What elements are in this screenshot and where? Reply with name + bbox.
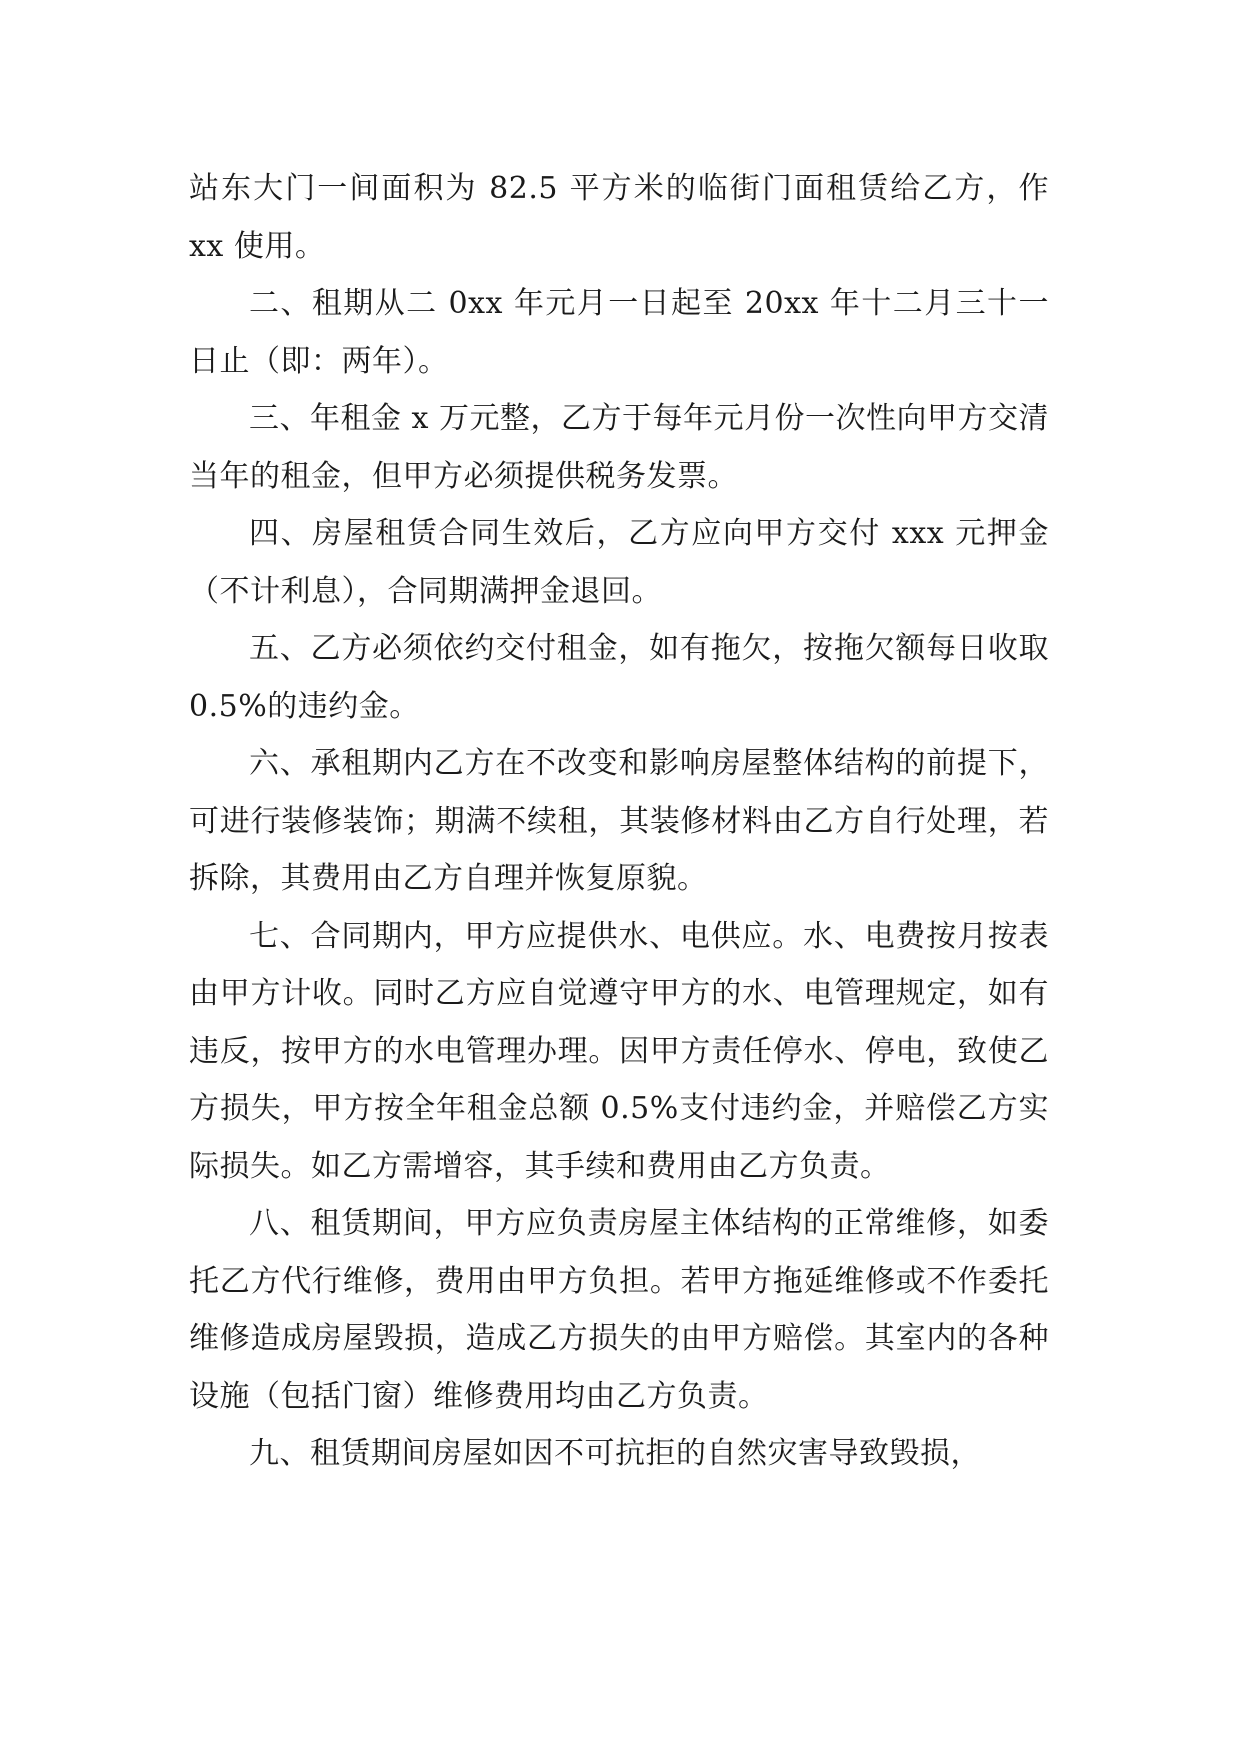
paragraph-continuation: 站东大门一间面积为 82.5 平方米的临街门面租赁给乙方，作 xx 使用。 — [189, 171, 1049, 264]
clause-8-maintenance: 八、租赁期间，甲方应负责房屋主体结构的正常维修，如委托乙方代行维修，费用由甲方负担。若甲方拖延维修或不作委托维修造成房屋毁损，造成乙方损失的由甲方赔偿。其室内的各种设施（包括门窗）维修费用均由乙方负责。 — [189, 1206, 1049, 1414]
clause-3-annual-rent: 三、年租金 x 万元整，乙方于每年元月份一次性向甲方交清当年的租金，但甲方必须提供税务发票。 — [189, 401, 1049, 494]
clause-9-force-majeure: 九、租赁期间房屋如因不可抗拒的自然灾害导致毁损， — [249, 1436, 981, 1471]
document-body — [189, 160, 1049, 1483]
clause-2-lease-term: 二、租期从二 0xx 年元月一日起至 20xx 年十二月三十一日止（即：两年）。 — [189, 286, 1049, 379]
clause-6-renovation: 六、承租期内乙方在不改变和影响房屋整体结构的前提下，可进行装修装饰；期满不续租，其装修材料由乙方自行处理，若拆除，其费用由乙方自理并恢复原貌。 — [189, 746, 1049, 896]
clause-5-late-payment: 五、乙方必须依约交付租金，如有拖欠，按拖欠额每日收取 0.5%的违约金。 — [189, 631, 1049, 724]
clause-7-utilities: 七、合同期内，甲方应提供水、电供应。水、电费按月按表由甲方计收。同时乙方应自觉遵守甲方的水、电管理规定，如有违反，按甲方的水电管理办理。因甲方责任停水、停电，致使乙方损失，甲方按全年租金总额 0.5%支付违约金，并赔偿乙方实际损失。如乙方需增容，其手续和费用由乙方负责。 — [189, 918, 1049, 1184]
clause-4-deposit: 四、房屋租赁合同生效后，乙方应向甲方交付 xxx 元押金（不计利息），合同期满押金退回。 — [189, 516, 1049, 609]
